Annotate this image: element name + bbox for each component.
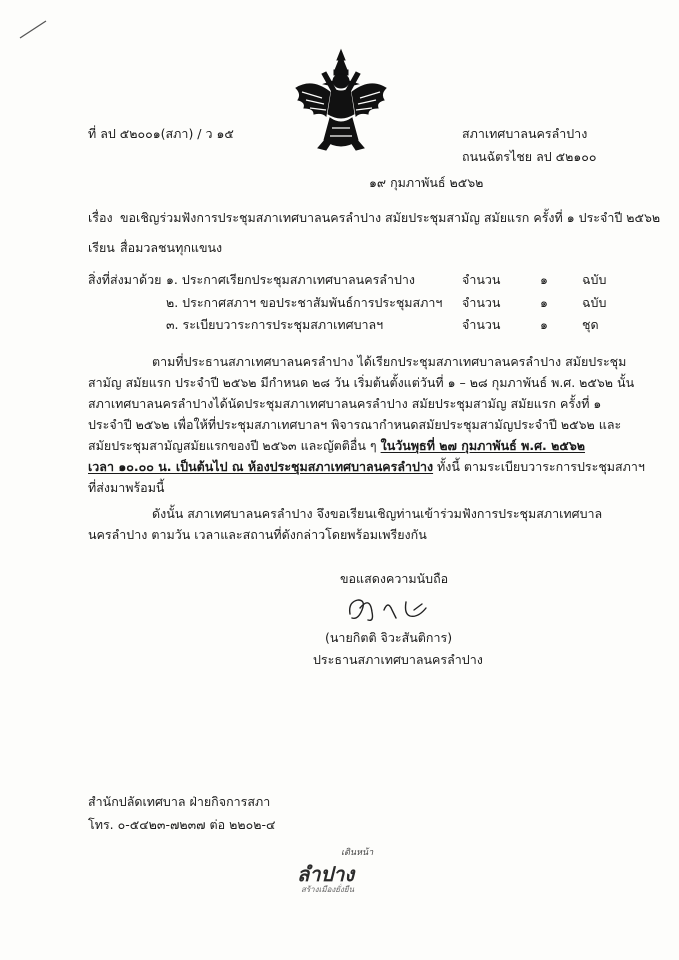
body-text: ทั้งนี้ ตามระเบียบวาระการประชุมสภาฯ — [433, 459, 645, 474]
subject-label: เรื่อง — [88, 210, 113, 225]
enclosure-item-text: ๑. ประกาศเรียกประชุมสภาเทศบาลนครลำปาง — [166, 272, 416, 287]
logo-tagline-top: เดินหน้า — [341, 848, 374, 858]
subject-text: ขอเชิญร่วมฟังการประชุมสภาเทศบาลนครลำปาง สมัยประชุมสามัญ สมัยแรก ครั้งที่ ๑ ประจำปี ๒๕๖๒ — [120, 210, 661, 225]
body-line: ประจำปี ๒๕๖๒ เพื่อให้ที่ประชุมสภาเทศบาลฯ พิจารณากำหนดสมัยประชุมสามัญประจำปี ๒๕๖๒ และ — [88, 417, 622, 432]
footer-office: สำนักปลัดเทศบาล ฝ่ายกิจการสภา — [88, 794, 271, 809]
enclosure-item-qty: ๑ — [540, 272, 548, 287]
enclosure-item-qty-label: จำนวน — [462, 295, 501, 310]
organization-name: สภาเทศบาลนครลำปาง — [462, 126, 588, 141]
body-line: ตามที่ประธานสภาเทศบาลนครลำปาง ได้เรียกประชุมสภาเทศบาลนครลำปาง สมัยประชุม — [152, 354, 627, 369]
recipient-text: สื่อมวลชนทุกแขนง — [120, 240, 223, 255]
body-line: ดังนั้น สภาเทศบาลนครลำปาง จึงขอเรียนเชิญท่านเข้าร่วมฟังการประชุมสภาเทศบาล — [152, 506, 603, 521]
footer-phone: โทร. ๐-๕๔๒๓-๗๒๓๗ ต่อ ๒๒๐๒-๔ — [88, 817, 276, 832]
meeting-date-highlight: ในวันพุธที่ ๒๗ กุมภาพันธ์ พ.ศ. ๒๕๖๒ — [380, 438, 586, 453]
body-text: สมัยประชุมสามัญสมัยแรกของปี ๒๕๖๓ และญัตติอื่น ๆ — [88, 438, 381, 453]
body-line: สภาเทศบาลนครลำปางได้นัดประชุมสภาเทศบาลนครลำปาง สมัยประชุมสามัญ สมัยแรก ครั้งที่ ๑ — [88, 396, 602, 411]
enclosure-item-unit: ชุด — [582, 317, 599, 332]
body-line-meeting-date — [88, 436, 585, 457]
enclosure-item-text: ๓. ระเบียบวาระการประชุมสภาเทศบาลฯ — [166, 317, 384, 332]
recipient-label: เรียน — [88, 240, 115, 255]
enclosure-item-unit: ฉบับ — [582, 272, 607, 287]
signatory-name: (นายกิตติ จิวะสันติการ) — [325, 630, 453, 645]
body-line: นครลำปาง ตามวัน เวลาและสถานที่ดังกล่าวโดยพร้อมเพรียงกัน — [88, 527, 427, 542]
document-date: ๑๙ กุมภาพันธ์ ๒๕๖๒ — [369, 175, 484, 190]
enclosure-item-qty: ๑ — [540, 295, 548, 310]
enclosure-item-qty: ๑ — [540, 317, 548, 332]
closing-regards: ขอแสดงความนับถือ — [340, 571, 449, 586]
reference-number: ที่ ลป ๕๒๐๐๑(สภา) / ว ๑๕ — [88, 126, 234, 141]
pen-stroke-mark — [18, 18, 48, 40]
signature-icon — [344, 592, 434, 626]
garuda-emblem-icon — [292, 48, 390, 156]
enclosures-label: สิ่งที่ส่งมาด้วย — [88, 272, 162, 287]
meeting-time-venue-highlight: เวลา ๑๐.๐๐ น. เป็นต้นไป ณ ห้องประชุมสภาเทศบาลนครลำปาง — [88, 459, 434, 474]
enclosure-item-qty-label: จำนวน — [462, 272, 501, 287]
enclosure-item-unit: ฉบับ — [582, 295, 607, 310]
signatory-position: ประธานสภาเทศบาลนครลำปาง — [313, 652, 483, 667]
enclosure-item-qty-label: จำนวน — [462, 317, 501, 332]
enclosure-item-text: ๒. ประกาศสภาฯ ขอประชาสัมพันธ์การประชุมสภาฯ — [166, 295, 443, 310]
body-line: สามัญ สมัยแรก ประจำปี ๒๕๖๒ มีกำหนด ๒๘ วัน เริ่มต้นตั้งแต่วันที่ ๑ – ๒๘ กุมภาพันธ์ พ.ศ. ๒๕๖๒ นั้น — [88, 375, 635, 390]
organization-address: ถนนฉัตรไชย ลป ๕๒๑๐๐ — [462, 149, 597, 164]
lampang-logo — [283, 845, 393, 895]
logo-tagline-bottom: สร้างเมืองยั่งยืน — [301, 885, 355, 894]
body-line: ที่ส่งมาพร้อมนี้ — [88, 480, 165, 495]
body-line-meeting-venue — [88, 457, 645, 478]
logo-wordmark: ลำปาง — [297, 862, 355, 886]
